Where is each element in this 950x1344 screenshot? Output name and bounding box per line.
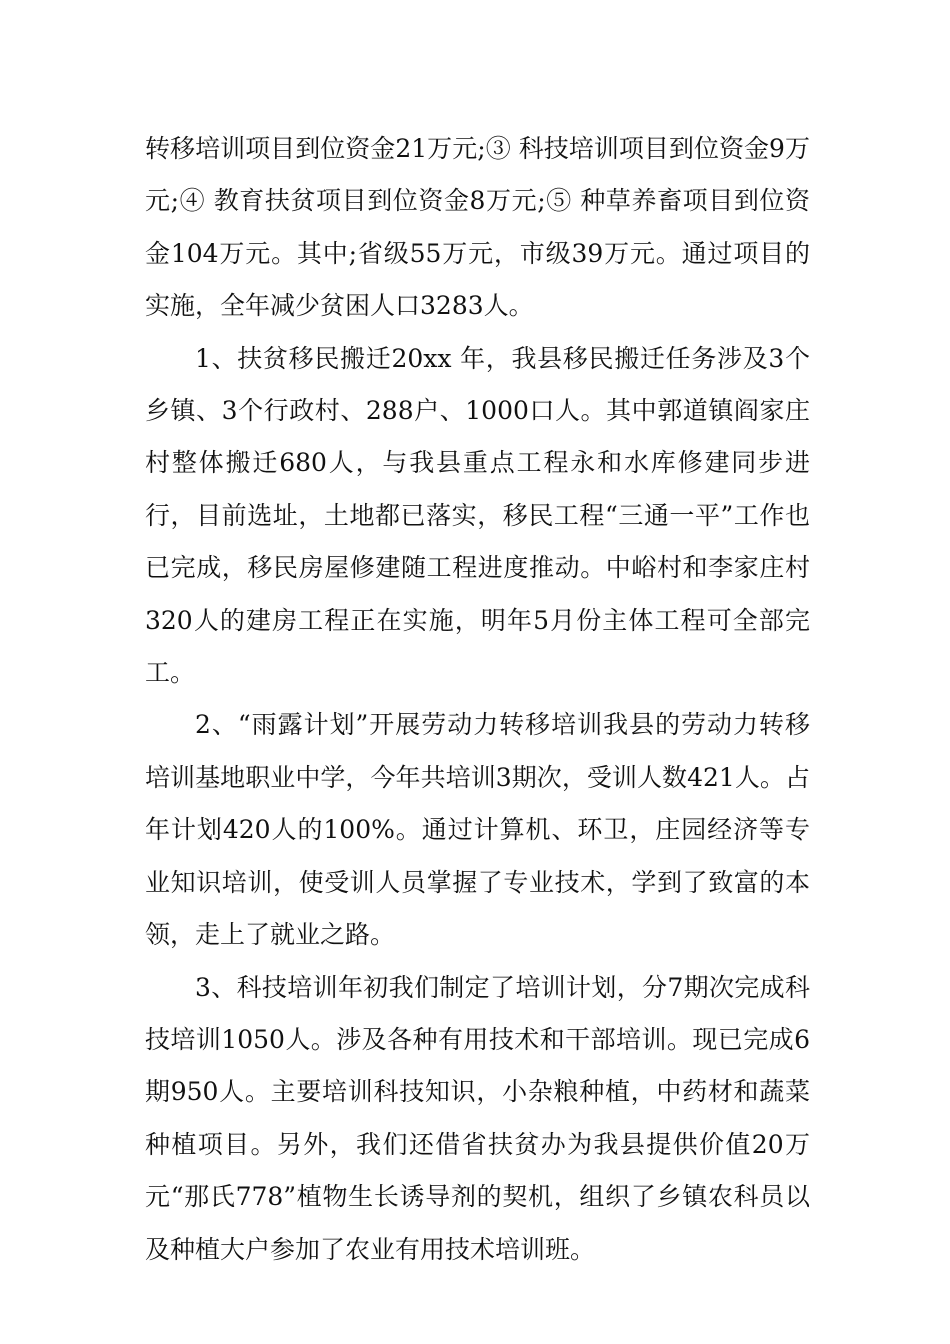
paragraph-item-3: 3、科技培训年初我们制定了培训计划，分7期次完成科技培训1050人。涉及各种有用技术和干部培训。现已完成6期950人。主要培训科技知识，小杂粮种植，中药材和蔬菜种植项目。另外，我们还借省扶贫办为我县提供价值20万元“那氏778”植物生长诱导剂的契机，组织了乡镇农科员以及种植大户参加了农业有用技术培训班。 [145,972,810,1264]
paragraph-item-2: 2、“雨露计划”开展劳动力转移培训我县的劳动力转移培训基地职业中学，今年共培训3期次，受训人数421人。占年计划420人的100%。通过计算机、环卫，庄园经济等专业知识培训，使受训人员掌握了专业技术，学到了致富的本领，走上了就业之路。 [145,710,810,950]
paragraph-item-1: 1、扶贫移民搬迁20xx 年，我县移民搬迁任务涉及3个乡镇、3个行政村、288户、1000口人。其中郭道镇阎家庄村整体搬迁680人，与我县重点工程永和水库修建同步进行，目前选址，土地都已落实，移民工程“三通一平”工作也已完成，移民房屋修建随工程进度推动。中峪村和李家庄村320人的建房工程正在实施，明年5月份主体工程可全部完工。 [145,343,810,688]
paragraph-intro-continued: 转移培训项目到位资金21万元;③ 科技培训项目到位资金9万元;④ 教育扶贫项目到位资金8万元;⑤ 种草养畜项目到位资金104万元。其中;省级55万元，市级39万元。通过项目的实施，全年减少贫困人口3283人。 [145,134,810,321]
document-body [145,123,810,1276]
